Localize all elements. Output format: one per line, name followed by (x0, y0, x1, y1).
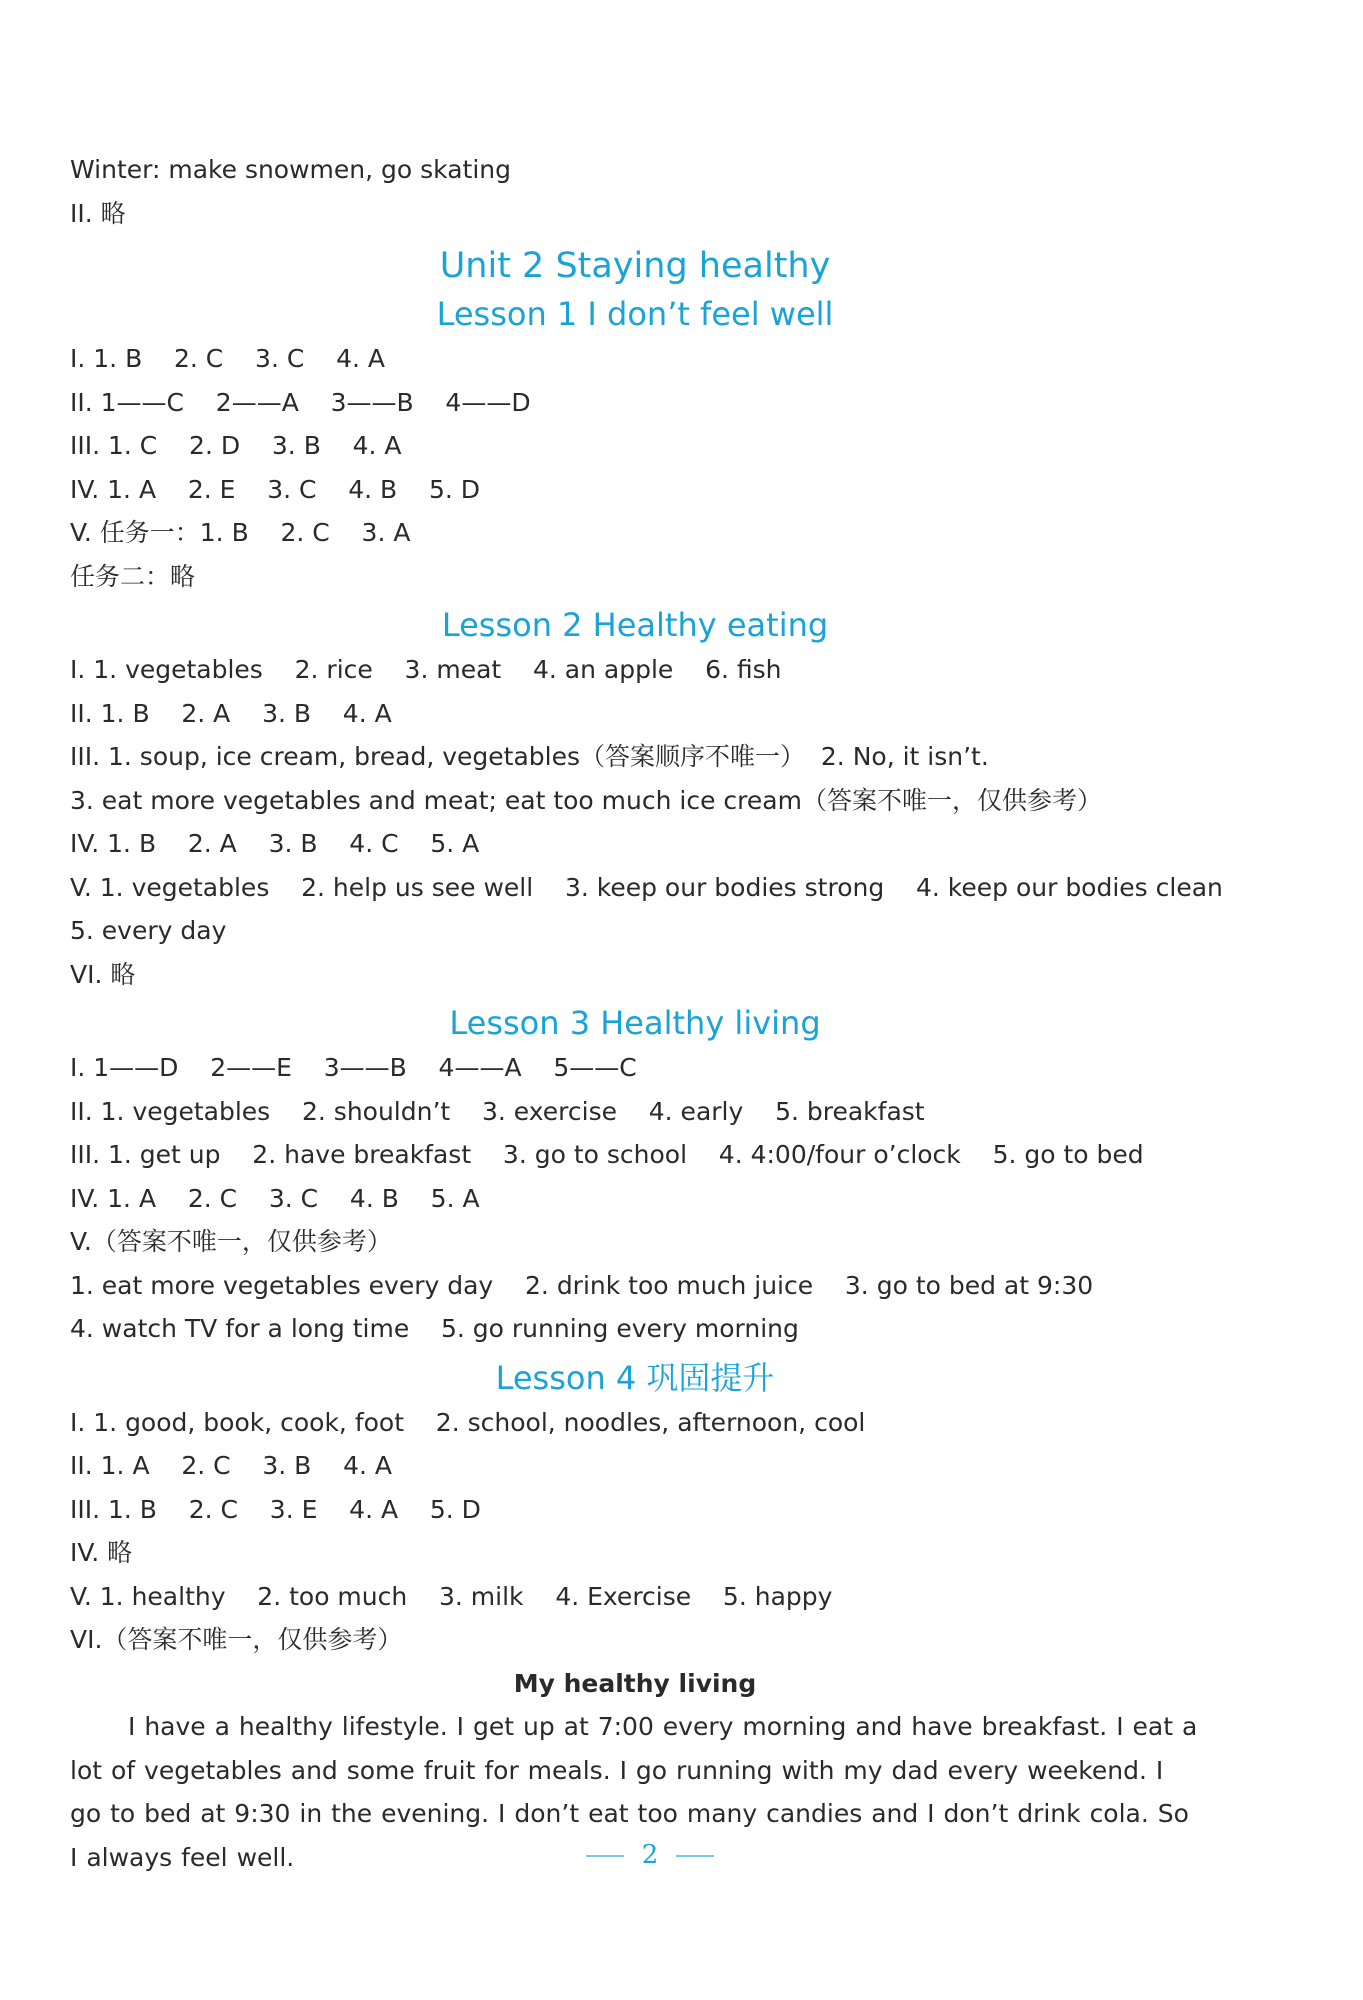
answer-line: IV. 略 (70, 1538, 133, 1567)
answer-line: II. 1——C 2——A 3——B 4——D (70, 387, 531, 417)
answer-line: III. 1. get up 2. have breakfast 3. go to school 4. 4:00/four o’clock 5. go to bed (70, 1140, 1144, 1169)
lesson-1-title: Lesson 1 I don’t feel well (436, 295, 834, 333)
page-footer (0, 1840, 1300, 1870)
answer-key-page (70, 148, 1223, 1879)
answer-line: III. 1. soup, ice cream, bread, vegetables（答案顺序不唯一） 2. No, it isn’t. (70, 742, 989, 771)
answer-line: IV. 1. B 2. A 3. B 4. C 5. A (70, 829, 480, 858)
answer-line: II. 1. A 2. C 3. B 4. A (70, 1451, 393, 1480)
answer-line: III. 1. B 2. C 3. E 4. A 5. D (70, 1494, 481, 1524)
lesson-3-title: Lesson 3 Healthy living (449, 1004, 821, 1042)
answer-line: 任务二：略 (70, 561, 196, 591)
footer-divider (586, 1855, 624, 1857)
text-line: Winter: make snowmen, go skating (70, 155, 511, 184)
answer-line: I. 1. B 2. C 3. C 4. A (70, 344, 385, 373)
answer-line: I. 1. good, book, cook, foot 2. school, noodles, afternoon, cool (70, 1407, 866, 1437)
answer-line: 1. eat more vegetables every day 2. drink too much juice 3. go to bed at 9:30 (70, 1270, 1094, 1300)
answer-line: VI. 略 (70, 959, 136, 989)
lesson-4-title: Lesson 4 巩固提升 (495, 1358, 775, 1397)
answer-line: II. 1. B 2. A 3. B 4. A (70, 698, 392, 728)
footer-divider (676, 1855, 714, 1857)
answer-line: 4. watch TV for a long time 5. go running every morning (70, 1314, 799, 1343)
answer-line: IV. 1. A 2. E 3. C 4. B 5. D (70, 474, 481, 504)
answer-line: III. 1. C 2. D 3. B 4. A (70, 431, 402, 460)
answer-line: I. 1——D 2——E 3——B 4——A 5——C (70, 1053, 637, 1082)
answer-line: 5. every day (70, 916, 227, 945)
text-line: II. 略 (70, 198, 126, 228)
answer-line: V.（答案不唯一，仅供参考） (70, 1227, 392, 1256)
page-number: 2 (641, 1840, 659, 1870)
essay-paragraph: I have a healthy lifestyle. I get up at 7:00 every morning and have breakfast. I eat a lot of vegetables and some fruit for meals. I go running with my dad every weekend. I go to bed at 9:30 in the evening. I don’t eat too many candies and I don’t drink cola. So I always feel well. (70, 1712, 1198, 1872)
answer-line: II. 1. vegetables 2. shouldn’t 3. exercise 4. early 5. breakfast (70, 1096, 925, 1126)
lesson-2-title: Lesson 2 Healthy eating (441, 606, 829, 644)
answer-line: 3. eat more vegetables and meat; eat too much ice cream（答案不唯一，仅供参考） (70, 785, 1102, 815)
answer-line: VI.（答案不唯一，仅供参考） (70, 1625, 403, 1654)
answer-line: V. 任务一：1. B 2. C 3. A (70, 518, 411, 547)
answer-line: V. 1. vegetables 2. help us see well 3. keep our bodies strong 4. keep our bodies clean (70, 872, 1223, 902)
answer-line: I. 1. vegetables 2. rice 3. meat 4. an apple 6. fish (70, 655, 782, 684)
answer-line: IV. 1. A 2. C 3. C 4. B 5. A (70, 1183, 480, 1213)
unit-title: Unit 2 Staying healthy (439, 246, 831, 286)
answer-line: V. 1. healthy 2. too much 3. milk 4. Exercise 5. happy (70, 1581, 833, 1611)
essay-title: My healthy living (513, 1668, 757, 1698)
